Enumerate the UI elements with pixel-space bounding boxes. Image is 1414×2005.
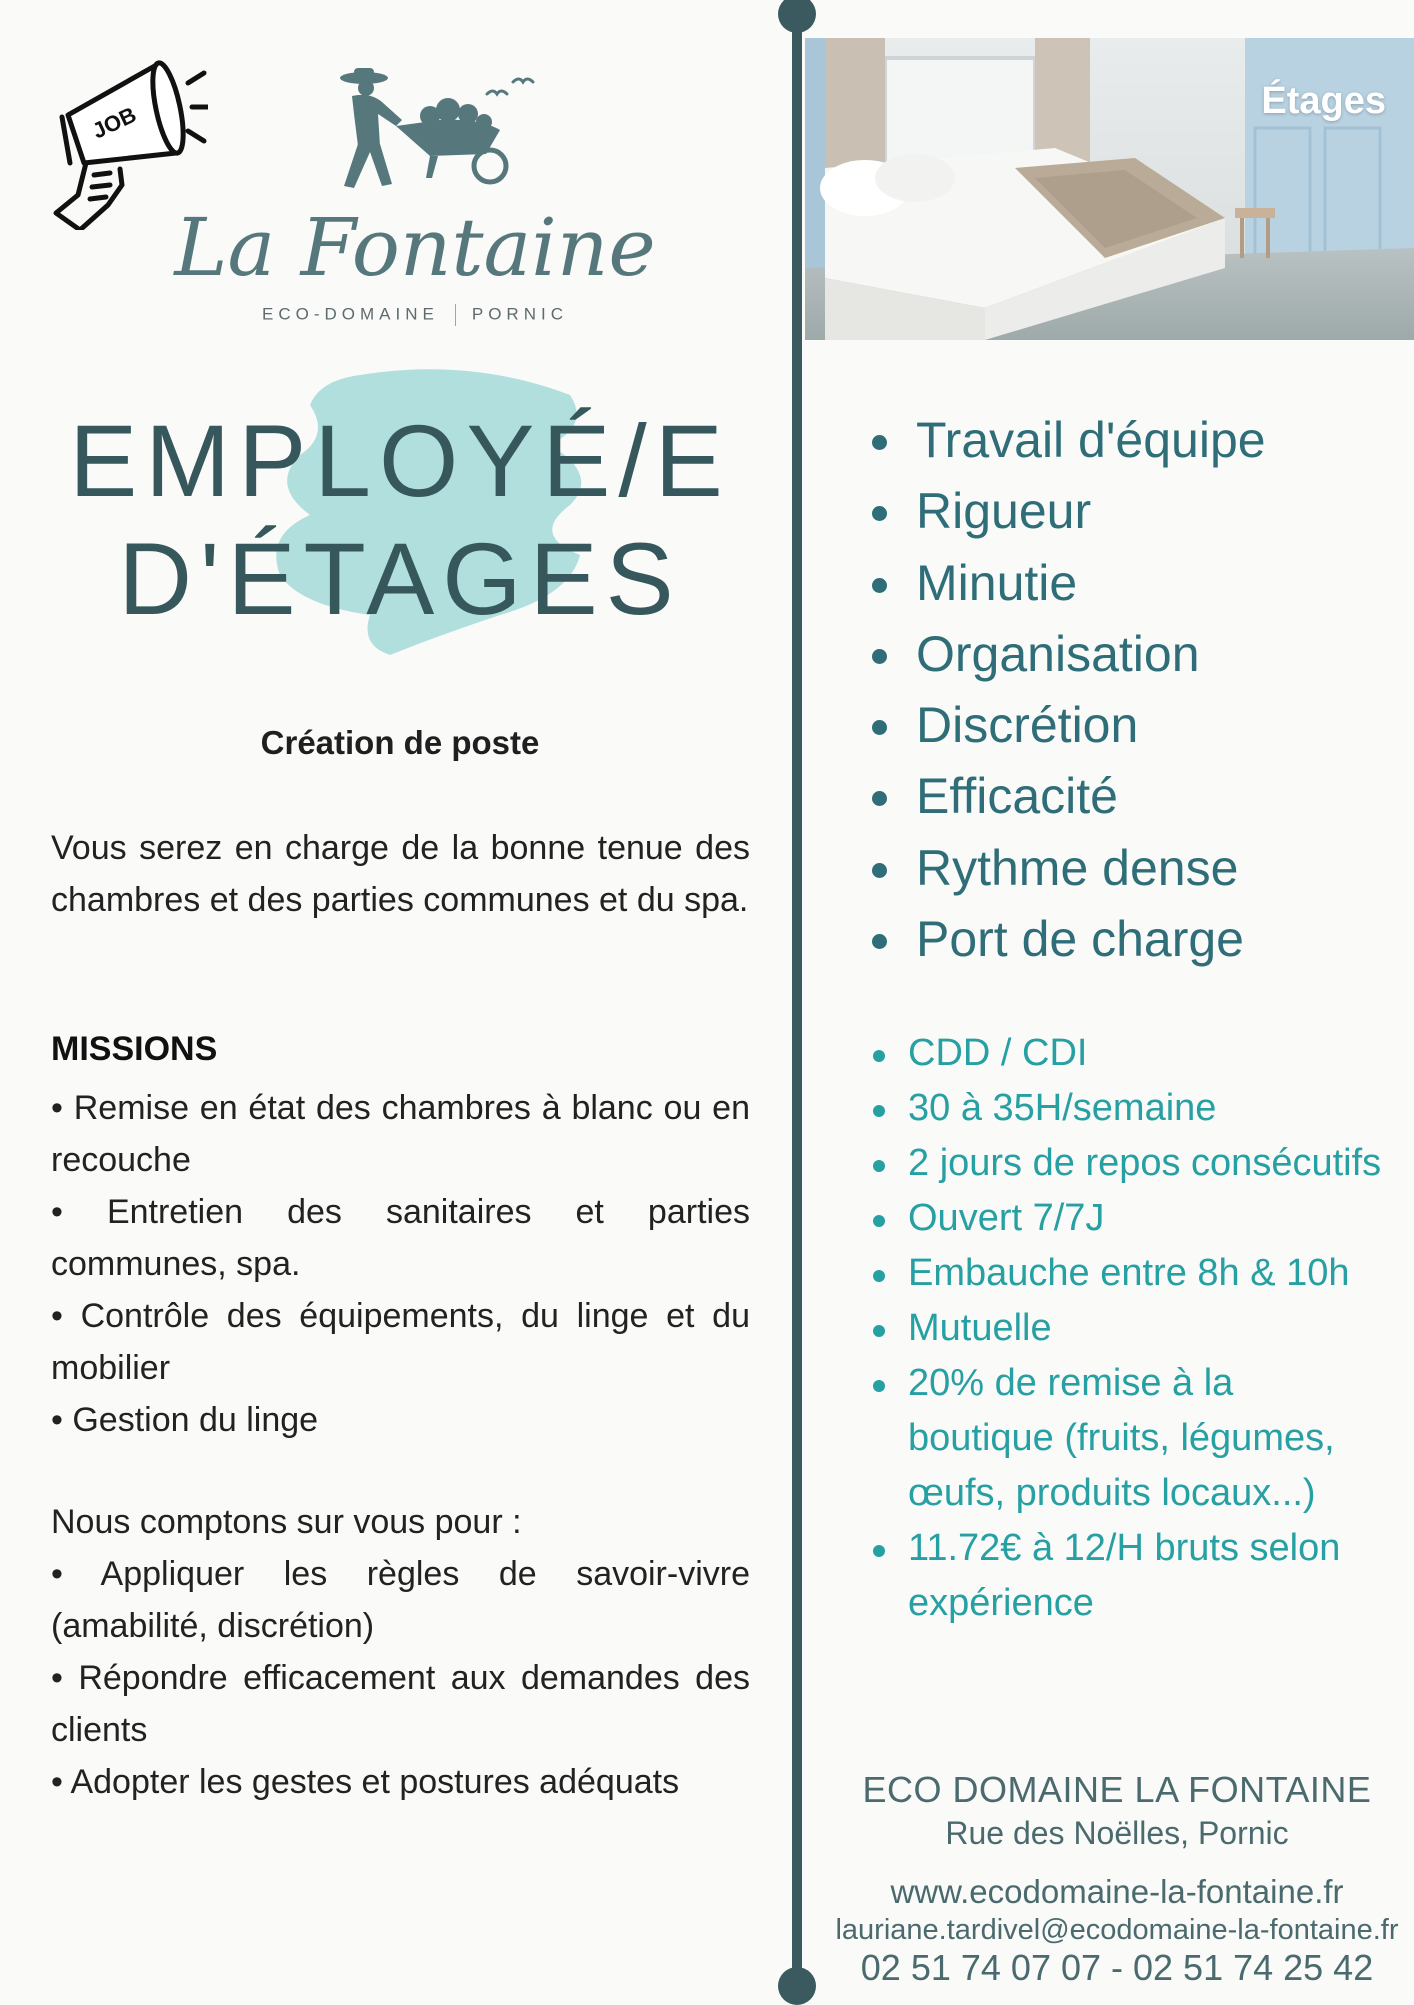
mission-item: • Contrôle des équipements, du linge et du mobilier xyxy=(51,1297,750,1387)
missions-title: MISSIONS xyxy=(51,1030,218,1068)
benefit-item: 30 à 35H/semaine xyxy=(868,1081,1388,1136)
benefit-item: Ouvert 7/7J xyxy=(868,1191,1388,1246)
divider-top-dot xyxy=(778,0,816,33)
room-photo xyxy=(805,38,1414,340)
expectation-item: • Répondre efficacement aux demandes des clients xyxy=(51,1659,750,1749)
vertical-divider xyxy=(792,0,802,2000)
quality-item: Rythme dense xyxy=(868,833,1266,904)
quality-item: Travail d'équipe xyxy=(868,405,1266,476)
brand-subtitle-right: PORNIC xyxy=(471,304,568,324)
brand-subtitle-separator xyxy=(455,304,456,326)
quality-item: Discrétion xyxy=(868,690,1266,761)
contact-block xyxy=(820,1768,1414,1988)
quality-item: Rigueur xyxy=(868,476,1266,547)
job-title-line1: EMPLOYÉ/E xyxy=(69,404,731,518)
contact-phone[interactable]: 02 51 74 07 07 - 02 51 74 25 42 xyxy=(860,1947,1374,1988)
benefit-item: 2 jours de repos consécutifs xyxy=(868,1136,1388,1191)
job-title xyxy=(40,402,760,638)
divider-bottom-dot xyxy=(778,1967,816,2005)
intro-paragraph: Vous serez en charge de la bonne tenue des chambres et des parties communes et du spa. xyxy=(51,829,750,919)
quality-item: Organisation xyxy=(868,619,1266,690)
expectation-item: • Adopter les gestes et postures adéquats xyxy=(51,1763,680,1801)
qualities-list xyxy=(868,405,1266,975)
contact-email-link[interactable]: lauriane.tardivel@ecodomaine-la-fontaine.fr xyxy=(835,1914,1399,1946)
brand-subtitle xyxy=(170,304,660,326)
job-subtitle: Création de poste xyxy=(260,724,540,761)
job-badge-label: JOB xyxy=(88,101,141,144)
contact-address: Rue des Noëlles, Pornic xyxy=(945,1815,1289,1851)
missions-list xyxy=(51,1082,750,1446)
mission-item: • Gestion du linge xyxy=(51,1401,319,1439)
benefit-item: CDD / CDI xyxy=(868,1026,1388,1081)
benefits-list xyxy=(868,1026,1388,1631)
expectations-section xyxy=(51,1496,750,1808)
expectation-item: • Appliquer les règles de savoir-vivre (amabilité, discrétion) xyxy=(51,1555,750,1645)
brand-subtitle-left: ECO-DOMAINE xyxy=(262,304,439,324)
benefit-item: 20% de remise à la boutique (fruits, légumes, œufs, produits locaux...) xyxy=(868,1356,1388,1521)
mission-item: • Remise en état des chambres à blanc ou en recouche xyxy=(51,1089,750,1179)
photo-tag: Étages xyxy=(1261,80,1386,122)
quality-item: Port de charge xyxy=(868,904,1266,975)
job-title-line2: D'ÉTAGES xyxy=(118,522,682,636)
benefit-item: Embauche entre 8h & 10h xyxy=(868,1246,1388,1301)
mission-item: • Entretien des sanitaires et parties communes, spa. xyxy=(51,1193,750,1283)
birds-icon xyxy=(485,72,535,102)
quality-item: Efficacité xyxy=(868,761,1266,832)
contact-company: ECO DOMAINE LA FONTAINE xyxy=(862,1769,1372,1810)
contact-website-link[interactable]: www.ecodomaine-la-fontaine.fr xyxy=(890,1873,1344,1910)
expectations-intro: Nous comptons sur vous pour : xyxy=(51,1503,522,1541)
benefit-item: 11.72€ à 12/H bruts selon expérience xyxy=(868,1521,1388,1631)
brand-name: La Fontaine xyxy=(174,201,656,294)
benefit-item: Mutuelle xyxy=(868,1301,1388,1356)
quality-item: Minutie xyxy=(868,548,1266,619)
